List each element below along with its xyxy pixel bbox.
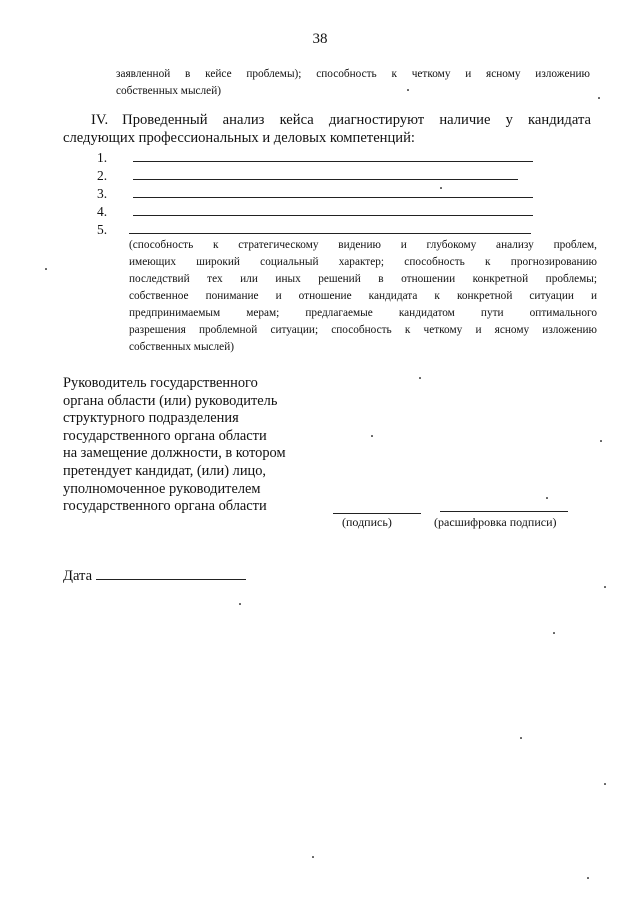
section-heading-line-2: следующих профессиональных и деловых компетенций: xyxy=(63,129,415,146)
decoding-line[interactable] xyxy=(440,511,568,512)
signatory-line: Руководитель государственного xyxy=(63,375,258,391)
list-item xyxy=(97,186,547,204)
section-iv xyxy=(63,112,591,147)
scan-speck xyxy=(598,97,600,99)
top-paragraph-line-2: собственных мыслей) xyxy=(116,85,222,97)
scan-speck xyxy=(604,586,606,588)
signatory-line: на замещение должности, в котором xyxy=(63,445,286,462)
section-numeral: IV. xyxy=(91,112,109,128)
criteria-line: разрешения проблемной ситуации; способность к четкому и ясному изложению xyxy=(129,324,597,336)
criteria-line: (способность к стратегическому видению и глубокому анализу проблем, xyxy=(129,239,597,251)
date-field xyxy=(63,568,246,585)
criteria-description xyxy=(129,237,597,356)
scan-speck xyxy=(407,89,409,91)
scan-speck xyxy=(312,856,314,858)
fill-in-line[interactable] xyxy=(133,161,533,162)
competency-list xyxy=(97,150,547,240)
list-item-number: 4. xyxy=(97,204,108,219)
signature-line[interactable] xyxy=(333,513,421,514)
criteria-line: собственных мыслей) xyxy=(129,341,235,353)
head-signatory-title xyxy=(63,375,323,516)
decoding-caption: (расшифровка подписи) xyxy=(434,515,557,529)
scan-speck xyxy=(600,440,602,442)
list-item xyxy=(97,168,547,186)
signature-caption: (подпись) xyxy=(342,515,392,529)
list-item-number: 5. xyxy=(97,222,108,237)
fill-in-line[interactable] xyxy=(129,233,531,234)
list-item-number: 1. xyxy=(97,150,108,165)
list-item xyxy=(97,150,547,168)
date-label: Дата xyxy=(63,568,93,584)
scan-speck xyxy=(520,737,522,739)
signatory-line: органа области (или) руководитель xyxy=(63,392,278,409)
signatory-line: претендует кандидат, (или) лицо, xyxy=(63,462,267,479)
criteria-line: собственное понимание и отношение кандидата к конкретной ситуации и xyxy=(129,290,597,302)
criteria-line: предпринимаемым мерам; предлагаемые кандидатом пути оптимального xyxy=(129,307,597,319)
top-paragraph-line-1: заявленной в кейсе проблемы); способность к четкому и ясному изложению xyxy=(116,68,590,80)
top-paragraph xyxy=(116,66,590,100)
list-item-number: 3. xyxy=(97,186,108,201)
scan-speck xyxy=(239,603,241,605)
scan-speck xyxy=(553,632,555,634)
scan-speck xyxy=(440,187,442,189)
scan-speck xyxy=(419,377,421,379)
fill-in-line[interactable] xyxy=(133,197,533,198)
date-line[interactable] xyxy=(96,579,246,580)
signatory-line: структурного подразделения xyxy=(63,410,239,427)
section-heading-line-1: Проведенный анализ кейса диагностируют наличие у кандидата xyxy=(122,112,591,128)
scan-speck xyxy=(604,783,606,785)
list-item xyxy=(97,204,547,222)
list-item-number: 2. xyxy=(97,168,108,183)
fill-in-line[interactable] xyxy=(133,179,518,180)
scan-speck xyxy=(587,877,589,879)
page-number: 38 xyxy=(312,31,328,47)
criteria-line: последствий тех или иных решений в отношении конкретной проблемы; xyxy=(129,273,597,285)
scan-speck xyxy=(546,497,548,499)
criteria-line: имеющих широкий социальный характер; способность к прогнозированию xyxy=(129,256,597,268)
signatory-line: уполномоченное руководителем xyxy=(63,480,261,497)
signatory-line: государственного органа области xyxy=(63,498,267,515)
signatory-line: государственного органа области xyxy=(63,427,267,444)
fill-in-line[interactable] xyxy=(133,215,533,216)
scan-speck xyxy=(45,268,47,270)
scan-speck xyxy=(371,435,373,437)
